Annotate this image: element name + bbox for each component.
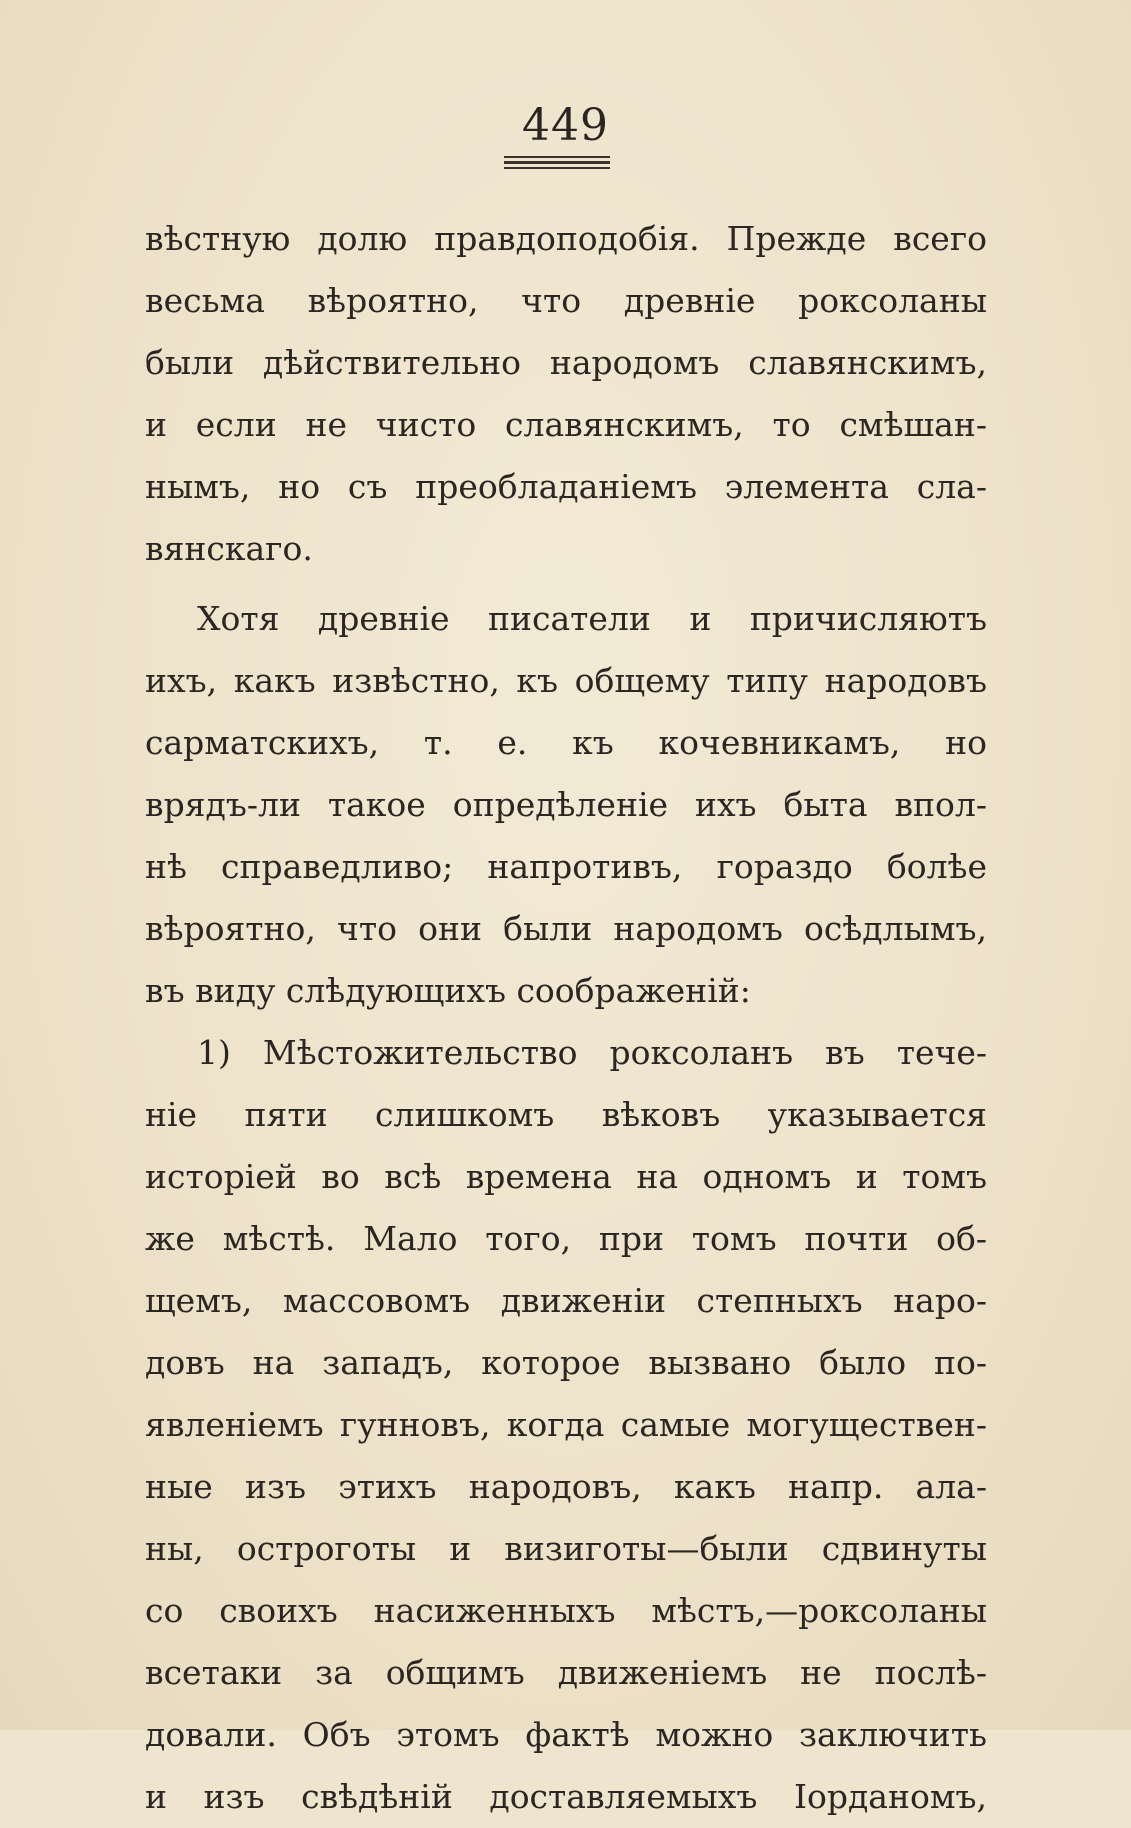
text-line: въ виду слѣдующихъ соображеній: [145,971,751,1010]
text-line: ихъ, какъ извѣстно, къ общему типу народовъ [145,661,987,700]
text-line: вѣроятно, что они были народомъ осѣдлымъ, [145,909,987,948]
text-line: нымъ, но съ преобладаніемъ элемента сла- [145,467,987,506]
text-line: довъ на западъ, которое вызвано было по- [145,1343,987,1382]
text-line: и изъ свѣдѣній доставляемыхъ Іорданомъ, [145,1777,987,1816]
page-number: 449 [522,100,609,151]
paragraph-gap [145,580,987,588]
text-line: довали. Объ этомъ фактѣ можно заключить [145,1715,987,1754]
text-line: щемъ, массовомъ движеніи степныхъ наро- [145,1281,987,1320]
header-rule-ornament [504,156,610,168]
text-line: явленіемъ гунновъ, когда самые могуществен- [145,1405,987,1444]
text-line: ные изъ этихъ народовъ, какъ напр. ала- [145,1467,987,1506]
text-line: вѣстную долю правдоподобія. Прежде всего [145,219,987,258]
body-text [145,208,987,1828]
text-line: 1) Мѣстожительство роксоланъ въ тече- [197,1033,987,1072]
text-line: же мѣстѣ. Мало того, при томъ почти об- [145,1219,987,1258]
text-line: со своихъ насиженныхъ мѣстъ,—роксоланы [145,1591,987,1630]
text-line: Хотя древніе писатели и причисляютъ [197,599,987,638]
text-line: и если не чисто славянскимъ, то смѣшан- [145,405,987,444]
text-line: вянскаго. [145,529,313,568]
text-line: весьма вѣроятно, что древніе роксоланы [145,281,987,320]
text-line: нѣ справедливо; напротивъ, гораздо болѣе [145,847,987,886]
text-line: врядъ-ли такое опредѣленіе ихъ быта впол- [145,785,987,824]
text-line: были дѣйствительно народомъ славянскимъ, [145,343,987,382]
text-line: ны, остроготы и визиготы—были сдвинуты [145,1529,987,1568]
text-line: ніе пяти слишкомъ вѣковъ указывается [145,1095,987,1134]
text-line: сарматскихъ, т. е. къ кочевникамъ, но [145,723,987,762]
text-line: всетаки за общимъ движеніемъ не послѣ- [145,1653,987,1692]
rule-line [504,161,610,164]
rule-line [504,156,610,158]
text-line: исторіей во всѣ времена на одномъ и томъ [145,1157,987,1196]
rule-line [504,167,610,169]
